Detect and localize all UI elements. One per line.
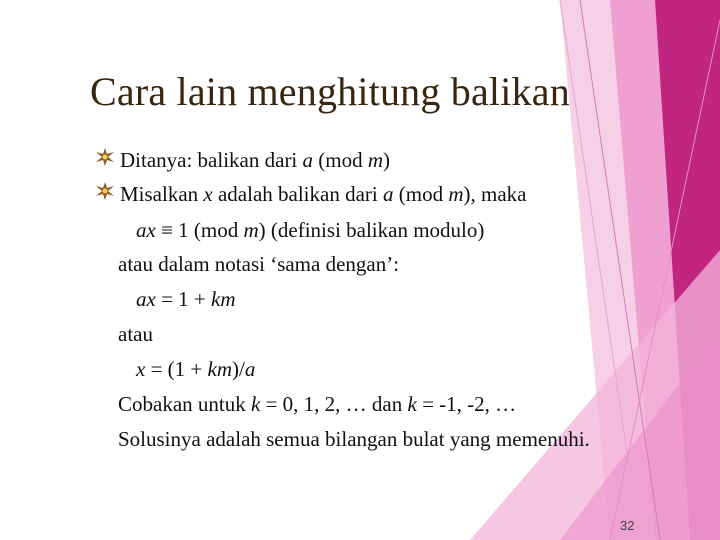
text-segment: = 1 + bbox=[155, 287, 212, 311]
text-segment: )/ bbox=[232, 357, 245, 381]
var-a: a bbox=[302, 148, 314, 172]
text-line: atau bbox=[118, 322, 153, 346]
equation-equality bbox=[136, 287, 236, 311]
page-number: 32 bbox=[620, 518, 635, 533]
text-segment: Misalkan bbox=[120, 182, 204, 206]
var-ax: ax bbox=[136, 218, 156, 242]
slide-title: Cara lain menghitung balikan bbox=[90, 69, 570, 114]
text-segment: adalah balikan dari bbox=[212, 182, 383, 206]
var-m: m bbox=[243, 218, 259, 242]
var-k: k bbox=[250, 392, 261, 416]
var-km: km bbox=[207, 357, 233, 381]
equiv-symbol: ≡ bbox=[155, 218, 179, 242]
text-segment: = -1, -2, … bbox=[416, 392, 517, 416]
text-line: atau dalam notasi ‘sama dengan’: bbox=[118, 252, 400, 276]
var-x: x bbox=[203, 182, 213, 206]
var-x: x bbox=[136, 357, 146, 381]
text-segment: = (1 + bbox=[145, 357, 208, 381]
text-line: Solusinya adalah semua bilangan bulat yang memenuhi. bbox=[118, 427, 590, 451]
text-segment: (mod bbox=[313, 148, 368, 172]
text-segment: (mod bbox=[393, 182, 449, 206]
var-m: m bbox=[367, 148, 384, 172]
bullet-line-suppose bbox=[120, 182, 526, 206]
text-segment: 1 (mod bbox=[178, 218, 244, 242]
equation-congruence bbox=[136, 218, 484, 242]
equation-solution bbox=[136, 357, 255, 381]
text-segment: ), maka bbox=[463, 182, 527, 206]
text-segment: ) bbox=[383, 148, 391, 172]
text-segment: Ditanya: balikan dari bbox=[120, 148, 303, 172]
text-segment: ) (definisi balikan modulo) bbox=[258, 218, 485, 242]
var-a: a bbox=[383, 182, 394, 206]
text-segment: = 0, 1, 2, … dan bbox=[260, 392, 408, 416]
star-burst-icon bbox=[96, 148, 114, 166]
text-segment: Cobakan untuk bbox=[118, 392, 251, 416]
var-m: m bbox=[448, 182, 464, 206]
var-ax: ax bbox=[136, 287, 156, 311]
text-line-try bbox=[118, 392, 516, 416]
bullet-line-question bbox=[120, 148, 390, 172]
var-a: a bbox=[244, 357, 256, 381]
var-k: k bbox=[407, 392, 417, 416]
var-km: km bbox=[211, 287, 236, 311]
star-burst-icon bbox=[96, 182, 114, 200]
